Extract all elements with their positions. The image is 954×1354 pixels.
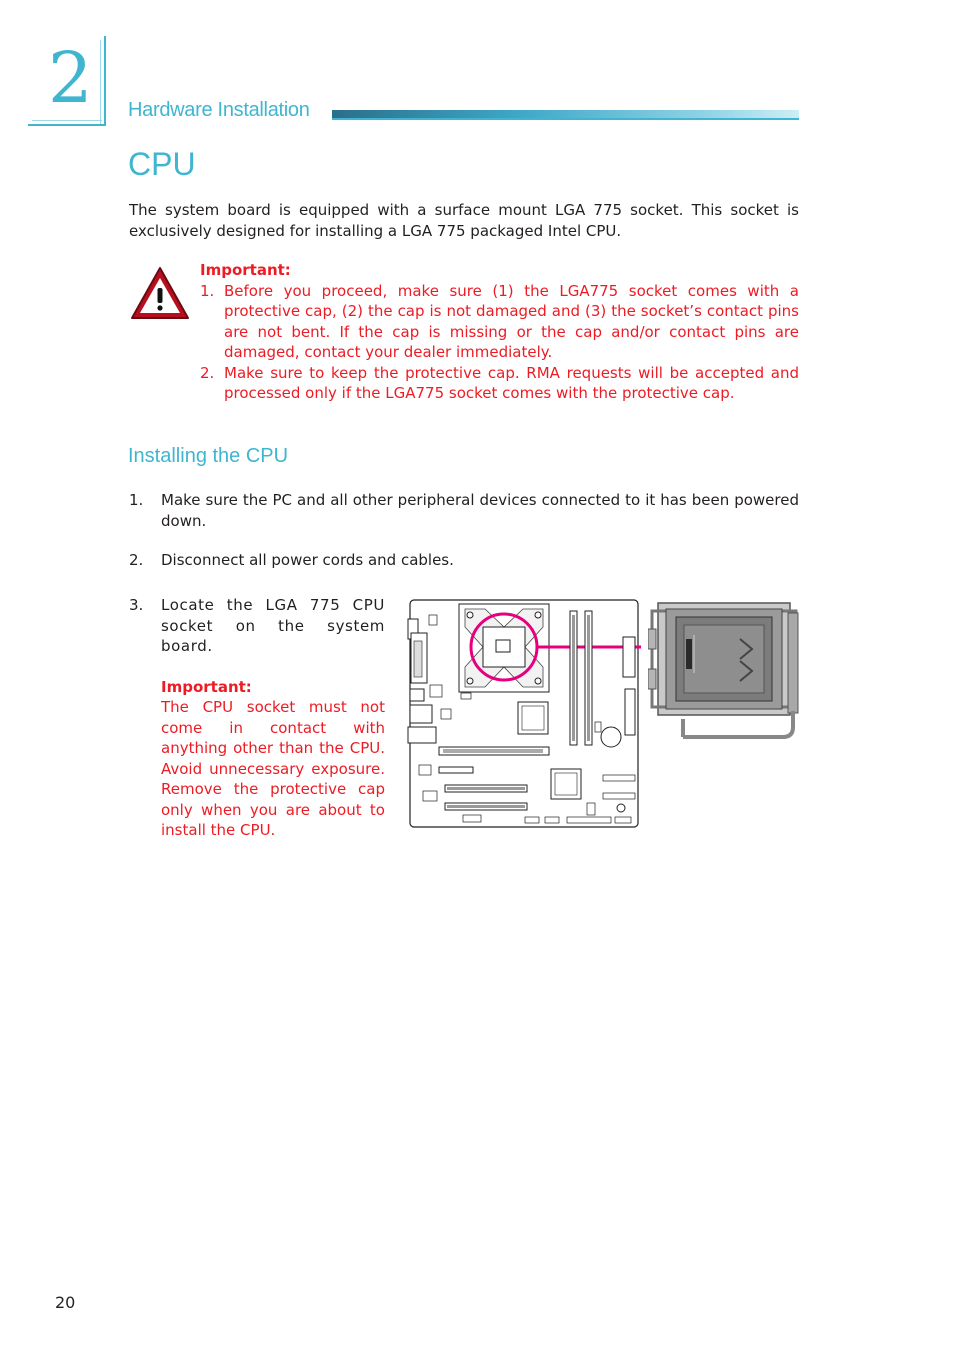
important-item-number: 2. xyxy=(200,363,215,382)
chapter-title-underline xyxy=(332,118,799,120)
important-item-text: Before you proceed, make sure (1) the LGA775 socket comes with a protective cap, (2) the cap is not damaged and (3) the socket’s contact pins are not bent. If the cap is missing or the cap and/or contact pins are damaged, contact your dealer immediately. xyxy=(224,281,799,361)
page-number: 20 xyxy=(55,1293,76,1312)
chapter-frame-v xyxy=(104,36,106,126)
important-item-number: 1. xyxy=(200,281,215,300)
important-item xyxy=(200,363,799,404)
chapter-number: 2 xyxy=(48,37,93,119)
step-number: 2. xyxy=(129,551,144,569)
step-number: 1. xyxy=(129,491,144,509)
lga775-socket-image xyxy=(648,599,800,742)
motherboard-diagram xyxy=(405,597,641,829)
step-number: 3. xyxy=(129,596,144,614)
important-item-text: Make sure to keep the protective cap. RMA requests will be accepted and processed only if the LGA775 socket comes with the protective cap. xyxy=(224,363,799,402)
chapter-frame-h xyxy=(28,124,106,126)
step-1 xyxy=(129,490,799,531)
important-item xyxy=(200,281,799,363)
step3-important xyxy=(161,677,385,841)
chapter-frame-inner-h xyxy=(32,120,102,121)
warning-triangle-icon xyxy=(130,266,190,320)
chapter-title: Hardware Installation xyxy=(128,99,310,121)
chapter-frame-inner-v xyxy=(100,40,101,126)
step-text: Disconnect all power cords and cables. xyxy=(161,551,454,569)
step-3 xyxy=(129,595,385,841)
step-text: Make sure the PC and all other peripheral devices connected to it has been powered down. xyxy=(161,491,799,530)
step3-important-title: Important: xyxy=(161,677,252,696)
step-text: Locate the LGA 775 CPU socket on the system board. xyxy=(161,596,385,655)
page-heading: CPU xyxy=(128,146,196,182)
step-2 xyxy=(129,550,799,571)
intro-paragraph: The system board is equipped with a surface mount LGA 775 socket. This socket is exclusively designed for installing a LGA 775 packaged Intel CPU. xyxy=(129,201,799,240)
important-title: Important: xyxy=(200,261,291,279)
step3-important-text: The CPU socket must not come in contact with anything other than the CPU. Avoid unnecessary exposure. Remove the protective cap only when you are about to install the CPU. xyxy=(161,698,385,839)
subheading: Installing the CPU xyxy=(128,445,289,467)
important-notice xyxy=(200,260,799,404)
